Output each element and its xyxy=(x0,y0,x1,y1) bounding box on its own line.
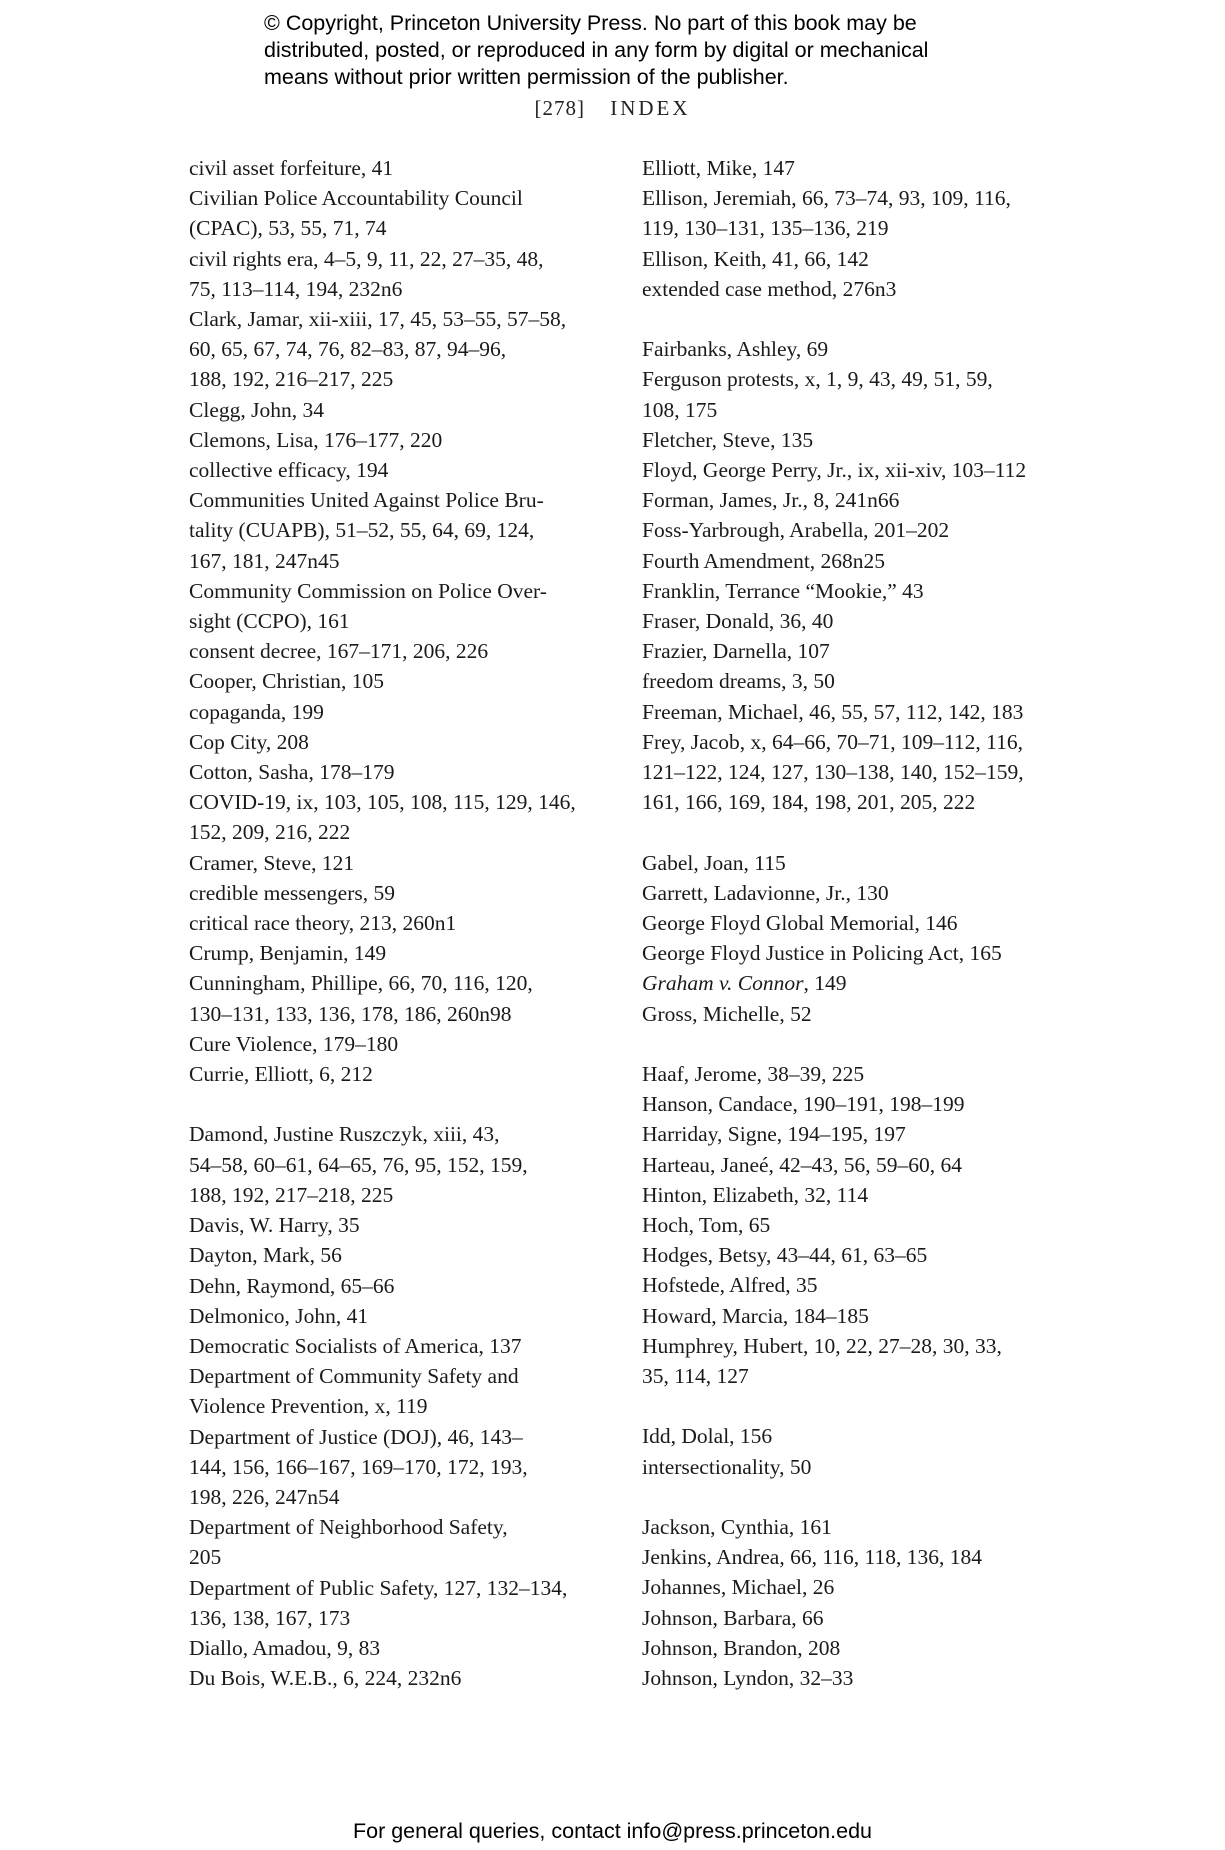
section-title: INDEX xyxy=(610,96,691,120)
index-entry xyxy=(189,425,609,455)
index-entry-line: Frazier, Darnella, 107 xyxy=(642,639,830,664)
index-entry xyxy=(189,1119,609,1210)
index-entry-line: Dayton, Mark, 56 xyxy=(189,1243,342,1268)
index-entry xyxy=(642,697,1062,727)
index-entry-line: Foss-Yarbrough, Arabella, 201–202 xyxy=(642,518,950,543)
index-entry-line: Communities United Against Police Bru- xyxy=(189,488,544,513)
index-entry-line: Harteau, Janeé, 42–43, 56, 59–60, 64 xyxy=(642,1152,963,1177)
index-entry-line: Cure Violence, 179–180 xyxy=(189,1031,399,1056)
index-entry xyxy=(642,364,1062,424)
index-entry-line: critical race theory, 213, 260n1 xyxy=(189,911,457,936)
index-entry xyxy=(189,1301,609,1331)
index-entry-line: 136, 138, 167, 173 xyxy=(189,1605,351,1630)
index-entry-line: Floyd, George Perry, Jr., ix, xii-xiv, 103–112 xyxy=(642,458,1027,483)
index-entry xyxy=(642,1180,1062,1210)
index-entry-line: Damond, Justine Ruszczyk, xiii, 43, xyxy=(189,1122,500,1147)
letter-group-gap xyxy=(642,1391,1062,1421)
index-entry-line: civil asset forfeiture, 41 xyxy=(189,156,394,180)
index-entry-line: copaganda, 199 xyxy=(189,699,324,724)
index-entry xyxy=(642,485,1062,515)
index-entry xyxy=(642,515,1062,545)
index-entry xyxy=(189,968,609,1028)
index-entry-line: Fairbanks, Ashley, 69 xyxy=(642,337,829,362)
letter-group-gap xyxy=(642,1482,1062,1512)
index-entry xyxy=(642,968,1062,998)
index-entry xyxy=(642,1633,1062,1663)
index-entry xyxy=(189,1663,609,1693)
index-entry xyxy=(642,1240,1062,1270)
index-entry-line: Clark, Jamar, xii-xiii, 17, 45, 53–55, 57–58, xyxy=(189,307,567,332)
index-entry-line: 121–122, 124, 127, 130–138, 140, 152–159, xyxy=(642,760,1024,785)
index-entry xyxy=(189,395,609,425)
index-entry xyxy=(189,1633,609,1663)
index-entry xyxy=(642,636,1062,666)
index-entry xyxy=(642,455,1062,485)
index-entry xyxy=(189,1422,609,1513)
index-entry xyxy=(642,1210,1062,1240)
index-entry-line: Democratic Socialists of America, 137 xyxy=(189,1333,522,1358)
index-entry xyxy=(189,455,609,485)
index-entry-line: Ferguson protests, x, 1, 9, 43, 49, 51, 59, xyxy=(642,367,993,392)
index-entry xyxy=(642,606,1062,636)
letter-group-gap xyxy=(189,1089,609,1119)
index-entry-line: Fourth Amendment, 268n25 xyxy=(642,548,886,573)
index-entry-line: Freeman, Michael, 46, 55, 57, 112, 142, 183 xyxy=(642,699,1024,724)
index-entry xyxy=(642,153,1062,183)
index-entry-line: Department of Neighborhood Safety, xyxy=(189,1515,508,1540)
index-entry-line: Franklin, Terrance “Mookie,” 43 xyxy=(642,578,924,603)
index-entry xyxy=(642,1270,1062,1300)
index-entry-italic: Graham v. Connor xyxy=(642,971,804,996)
index-entry-line: Davis, W. Harry, 35 xyxy=(189,1213,360,1238)
index-entry-line: Department of Public Safety, 127, 132–134, xyxy=(189,1575,568,1600)
index-entry-line: consent decree, 167–171, 206, 226 xyxy=(189,639,489,664)
index-entry xyxy=(642,1089,1062,1119)
copyright-line: © Copyright, Princeton University Press. No part of this book may be xyxy=(264,11,917,35)
index-entry-line: Delmonico, John, 41 xyxy=(189,1303,369,1328)
index-entry-line: sight (CCPO), 161 xyxy=(189,609,350,634)
index-entry-line: Department of Community Safety and xyxy=(189,1364,519,1389)
index-entry xyxy=(189,1271,609,1301)
index-entry xyxy=(642,878,1062,908)
index-entry-line: Hofstede, Alfred, 35 xyxy=(642,1273,818,1298)
index-entry xyxy=(642,244,1062,274)
index-entry xyxy=(189,304,609,395)
running-head xyxy=(0,96,1225,121)
index-entry-line: Frey, Jacob, x, 64–66, 70–71, 109–112, 116, xyxy=(642,729,1023,754)
index-entry xyxy=(642,908,1062,938)
index-entry-line: Jenkins, Andrea, 66, 116, 118, 136, 184 xyxy=(642,1545,982,1570)
index-entry-line: 152, 209, 216, 222 xyxy=(189,820,351,845)
index-entry-line: 60, 65, 67, 74, 76, 82–83, 87, 94–96, xyxy=(189,337,507,362)
index-entry xyxy=(642,666,1062,696)
index-entry-line: 188, 192, 216–217, 225 xyxy=(189,367,394,392)
index-entry-line: COVID-19, ix, 103, 105, 108, 115, 129, 146, xyxy=(189,790,576,815)
index-entry xyxy=(189,1210,609,1240)
index-entry-line: Gabel, Joan, 115 xyxy=(642,850,786,875)
index-entry-line: Department of Justice (DOJ), 46, 143– xyxy=(189,1424,523,1449)
index-entry-line: Hanson, Candace, 190–191, 198–199 xyxy=(642,1092,965,1117)
index-entry-line: Howard, Marcia, 184–185 xyxy=(642,1303,869,1328)
index-entry-line: credible messengers, 59 xyxy=(189,880,395,905)
index-entry xyxy=(642,1542,1062,1572)
index-entry-line: Fletcher, Steve, 135 xyxy=(642,427,814,452)
index-entry-line: George Floyd Global Memorial, 146 xyxy=(642,911,958,936)
index-entry-line: 54–58, 60–61, 64–65, 76, 95, 152, 159, xyxy=(189,1152,528,1177)
index-entry-line: Cramer, Steve, 121 xyxy=(189,850,355,875)
copyright-line: distributed, posted, or reproduced in any form by digital or mechanical xyxy=(264,38,929,62)
index-entry xyxy=(642,1421,1062,1451)
index-entry-line: Garrett, Ladavionne, Jr., 130 xyxy=(642,880,889,905)
index-entry xyxy=(189,1573,609,1633)
index-entry xyxy=(189,757,609,787)
letter-group-gap xyxy=(642,817,1062,847)
index-entry-line: Clegg, John, 34 xyxy=(189,397,324,422)
index-entry xyxy=(189,1512,609,1572)
index-entry xyxy=(189,848,609,878)
index-entry xyxy=(642,1331,1062,1391)
index-entry-line: Hoch, Tom, 65 xyxy=(642,1213,771,1238)
index-entry-line: Crump, Benjamin, 149 xyxy=(189,941,387,966)
index-entry-line: 144, 156, 166–167, 169–170, 172, 193, xyxy=(189,1454,528,1479)
index-entry xyxy=(189,183,609,243)
index-entry-line xyxy=(642,968,1062,998)
index-entry xyxy=(642,1150,1062,1180)
footer-contact: For general queries, contact info@press.princeton.edu xyxy=(352,1819,872,1843)
index-entry xyxy=(189,244,609,304)
index-entry-line: 198, 226, 247n54 xyxy=(189,1484,340,1509)
index-entry-line: Cunningham, Phillipe, 66, 70, 116, 120, xyxy=(189,971,533,996)
index-entry-line: Johnson, Barbara, 66 xyxy=(642,1605,824,1630)
index-entry xyxy=(642,1512,1062,1542)
index-entry xyxy=(642,848,1062,878)
index-entry-line: civil rights era, 4–5, 9, 11, 22, 27–35, 48, xyxy=(189,246,544,271)
index-entry xyxy=(642,1572,1062,1602)
index-entry xyxy=(642,576,1062,606)
index-entry-line: Cotton, Sasha, 178–179 xyxy=(189,760,395,785)
index-entry xyxy=(642,999,1062,1029)
index-entry xyxy=(189,727,609,757)
index-entry-line: Fraser, Donald, 36, 40 xyxy=(642,609,834,634)
index-entry-line: Dehn, Raymond, 65–66 xyxy=(189,1273,395,1298)
index-entry-line: Haaf, Jerome, 38–39, 225 xyxy=(642,1062,865,1087)
index-entry-line: Cooper, Christian, 105 xyxy=(189,669,385,694)
index-entry-line: 167, 181, 247n45 xyxy=(189,548,340,573)
index-entry-line: Idd, Dolal, 156 xyxy=(642,1424,773,1449)
copyright-notice xyxy=(264,10,1004,91)
copyright-line: means without prior written permission of the publisher. xyxy=(264,65,789,89)
index-entry-line: Currie, Elliott, 6, 212 xyxy=(189,1062,373,1087)
index-entry xyxy=(189,1361,609,1421)
index-entry xyxy=(189,1331,609,1361)
index-entry-line: Johannes, Michael, 26 xyxy=(642,1575,835,1600)
index-entry-line: (CPAC), 53, 55, 71, 74 xyxy=(189,216,387,241)
index-entry-line: Gross, Michelle, 52 xyxy=(642,1001,812,1026)
index-entry xyxy=(189,787,609,847)
index-entry xyxy=(642,1452,1062,1482)
index-entry xyxy=(642,1663,1062,1693)
index-entry-line: Violence Prevention, x, 119 xyxy=(189,1394,428,1419)
index-entry xyxy=(642,1059,1062,1089)
index-entry-line: tality (CUAPB), 51–52, 55, 64, 69, 124, xyxy=(189,518,535,543)
index-entry-line: 75, 113–114, 194, 232n6 xyxy=(189,276,403,301)
index-entry-line: Harriday, Signe, 194–195, 197 xyxy=(642,1122,906,1147)
index-entry xyxy=(642,183,1062,243)
index-entry xyxy=(189,666,609,696)
index-entry xyxy=(642,1301,1062,1331)
index-entry xyxy=(189,485,609,576)
index-entry xyxy=(642,425,1062,455)
index-entry-line: Johnson, Brandon, 208 xyxy=(642,1635,841,1660)
index-entry xyxy=(642,1119,1062,1149)
index-entry-line: Clemons, Lisa, 176–177, 220 xyxy=(189,427,443,452)
page-number: [278] xyxy=(534,96,585,120)
index-entry xyxy=(189,697,609,727)
index-entry-line: 161, 166, 169, 184, 198, 201, 205, 222 xyxy=(642,790,976,815)
letter-group-gap xyxy=(642,304,1062,334)
index-entry-line: Humphrey, Hubert, 10, 22, 27–28, 30, 33, xyxy=(642,1333,1002,1358)
index-entry xyxy=(189,1240,609,1270)
index-entry xyxy=(189,908,609,938)
index-entry xyxy=(642,334,1062,364)
index-entry-line: Community Commission on Police Over- xyxy=(189,578,547,603)
index-entry-line: 188, 192, 217–218, 225 xyxy=(189,1182,394,1207)
index-entry-line: 119, 130–131, 135–136, 219 xyxy=(642,216,889,241)
index-entry xyxy=(642,938,1062,968)
index-entry-locators: , 149 xyxy=(803,971,847,996)
index-entry-line: extended case method, 276n3 xyxy=(642,276,897,301)
index-entry-line: freedom dreams, 3, 50 xyxy=(642,669,835,694)
index-column-left xyxy=(189,153,609,1693)
index-entry xyxy=(189,878,609,908)
index-entry xyxy=(642,274,1062,304)
index-entry-line: Hinton, Elizabeth, 32, 114 xyxy=(642,1182,869,1207)
index-entry-line: collective efficacy, 194 xyxy=(189,458,389,483)
index-entry-line: 108, 175 xyxy=(642,397,718,422)
index-entry xyxy=(189,576,609,636)
index-entry xyxy=(189,1029,609,1059)
index-entry-line: Civilian Police Accountability Council xyxy=(189,186,523,211)
index-entry-line: Johnson, Lyndon, 32–33 xyxy=(642,1666,854,1691)
letter-group-gap xyxy=(642,1029,1062,1059)
index-entry xyxy=(189,153,609,183)
index-entry-line: Du Bois, W.E.B., 6, 224, 232n6 xyxy=(189,1666,462,1691)
index-entry-line: Cop City, 208 xyxy=(189,729,309,754)
index-column-right xyxy=(642,153,1062,1693)
index-entry xyxy=(189,938,609,968)
index-entry xyxy=(642,546,1062,576)
index-entry-line: Diallo, Amadou, 9, 83 xyxy=(189,1635,381,1660)
index-entry xyxy=(642,1603,1062,1633)
index-entry xyxy=(642,727,1062,818)
index-entry-line: Forman, James, Jr., 8, 241n66 xyxy=(642,488,900,513)
index-entry-line: George Floyd Justice in Policing Act, 165 xyxy=(642,941,1002,966)
index-entry xyxy=(189,636,609,666)
index-entry-line: Elliott, Mike, 147 xyxy=(642,156,795,180)
index-entry-line: 35, 114, 127 xyxy=(642,1364,749,1389)
index-entry-line: 130–131, 133, 136, 178, 186, 260n98 xyxy=(189,1001,512,1026)
index-entry-line: intersectionality, 50 xyxy=(642,1454,812,1479)
index-entry-line: 205 xyxy=(189,1545,222,1570)
index-entry-line: Ellison, Jeremiah, 66, 73–74, 93, 109, 116, xyxy=(642,186,1011,211)
index-entry xyxy=(189,1059,609,1089)
index-entry-line: Ellison, Keith, 41, 66, 142 xyxy=(642,246,869,271)
index-entry-line: Jackson, Cynthia, 161 xyxy=(642,1515,832,1540)
index-entry-line: Hodges, Betsy, 43–44, 61, 63–65 xyxy=(642,1243,928,1268)
